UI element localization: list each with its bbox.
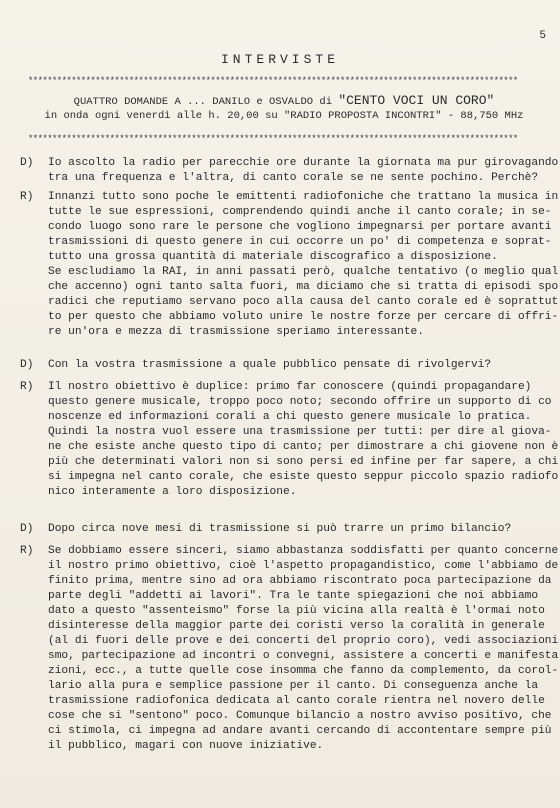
text-line: dato a questo "assenteismo" forse la più vicina alla realtà è l'ormai noto	[48, 605, 545, 617]
answer-3	[20, 544, 559, 754]
question-1	[20, 156, 559, 186]
text-line: Io ascolto la radio per parecchie ore durante la giornata ma pur girovagando	[48, 157, 559, 169]
text-line: Con la vostra trasmissione a quale pubblico pensate di rivolgervi?	[48, 359, 492, 371]
answer-label: R)	[20, 191, 34, 203]
text-line: radici che reputiamo servano poco alla causa del canto corale ed è soprattut	[48, 296, 559, 308]
text-line: disinteresse della maggior parte dei coristi verso la coralità in generale	[48, 620, 545, 632]
text-line: che accenno) ogni tanto salta fuori, ma diciamo che si tratta di episodi spo	[48, 281, 559, 293]
text-line: nico interamente a loro disposizione.	[48, 486, 297, 498]
text-line: Il nostro obiettivo è duplice: primo far conoscere (quindi propagandare)	[48, 381, 532, 393]
paragraph-text	[48, 156, 559, 186]
text-line: Quindi la nostra vuol essere una trasmissione per tutti: per dire al giova-	[48, 426, 552, 438]
header-intro: QUATTRO DOMANDE A ... DANILO e OSVALDO di	[73, 96, 339, 108]
question-3	[20, 522, 535, 537]
text-line: zioni, ecc., a tutte quelle cose insomma che fanno da complemento, da corol-	[48, 665, 559, 677]
paragraph-text	[48, 544, 559, 754]
paragraph-text	[48, 522, 535, 537]
page-title: INTERVISTE	[220, 52, 339, 67]
text-line: Se escludiamo la RAI, in anni passati però, qualche tentativo (o meglio qual	[48, 266, 559, 278]
answer-2	[20, 380, 559, 500]
paragraph-text	[48, 190, 559, 340]
question-label: D)	[20, 157, 34, 169]
text-line: lario alla pura e semplice passione per il canto. Di conseguenza anche la	[48, 680, 539, 692]
text-line: trasmissione radiofonica dedicata al canto corale rientra nel novero delle	[48, 695, 545, 707]
text-line: Innanzi tutto sono poche le emittenti radiofoniche che trattano la musica in	[48, 191, 559, 203]
text-line: ci stimola, ci impegna ad andare avanti cercando di accontentare sempre più	[48, 725, 552, 737]
header-line-1	[34, 94, 534, 109]
question-label: D)	[20, 359, 34, 371]
paragraph-text	[48, 358, 535, 373]
question-2	[20, 358, 535, 373]
text-line: si impegna nel canto corale, che esiste questo seppur piccolo spazio radiofo	[48, 471, 559, 483]
asterisk-rule-top: ******************************************************************************************************	[28, 76, 518, 86]
text-line: ne che esiste anche questo tipo di canto; per dimostrare a chi giovene non è	[48, 441, 559, 453]
question-label: D)	[20, 523, 34, 535]
answer-label: R)	[20, 545, 34, 557]
text-line: cose che si "sentono" poco. Comunque bilancio a nostro avviso positivo, che	[48, 710, 552, 722]
text-line: condo luogo sono rare le persone che vogliono impegnarsi per portare avanti	[48, 221, 552, 233]
paragraph-text	[48, 380, 559, 500]
text-line: to per questo che abbiamo voluto unire le nostre forze per cercare di offri-	[48, 311, 559, 323]
answer-label: R)	[20, 381, 34, 393]
text-line: parte degli "addetti ai lavori". Tra le tante spiegazioni che noi abbiamo	[48, 590, 539, 602]
text-line: più che determinati valori non si sono persi ed infine per far sapere, a chi	[48, 456, 559, 468]
text-line: noscenze ed informazioni corali a chi questo genere musicale lo pratica.	[48, 411, 532, 423]
text-line: smo, partecipazione ad incontri o convegni, assistere a concerti e manifesta	[48, 650, 559, 662]
text-line: tra una frequenza e l'altra, di canto corale se ne sente pochino. Perchè?	[48, 172, 539, 184]
asterisk-rule-bottom: ******************************************************************************************************	[28, 134, 518, 144]
program-name: "CENTO VOCI UN CORO"	[338, 93, 495, 108]
text-line: finito prima, mentre sino ad ora abbiamo riscontrato poca partecipazione da	[48, 575, 552, 587]
text-line: tutte le sue espressioni, comprendendo quindi anche il canto corale; in se-	[48, 206, 552, 218]
text-line: Dopo circa nove mesi di trasmissione si può trarre un primo bilancio?	[48, 523, 512, 535]
header-line-2: in onda ogni venerdì alle h. 20,00 su "RADIO PROPOSTA INCONTRI" - 88,750 MHz	[44, 110, 524, 122]
page-number: 5	[539, 30, 546, 42]
text-line: il nostro primo obiettivo, cioè l'aspetto propagandistico, come l'abbiamo de	[48, 560, 559, 572]
text-line: (al di fuori delle prove e dei concerti del proprio coro), vedi associazioni	[48, 635, 559, 647]
text-line: questo genere musicale, troppo poco noto; secondo offrire un supporto di co	[48, 396, 552, 408]
text-line: tutto una grossa quantità di materiale discografico a disposizione.	[48, 251, 498, 263]
text-line: re un'ora e mezza di trasmissione speriamo interessante.	[48, 326, 424, 338]
text-line: Se dobbiamo essere sinceri, siamo abbastanza soddisfatti per quanto concerne	[48, 545, 559, 557]
text-line: il pubblico, magari con nuove iniziative.	[48, 740, 324, 752]
interview-header	[34, 94, 534, 123]
text-line: trasmissioni di questo genere in cui occorre un po' di competenza e soprat-	[48, 236, 552, 248]
answer-1	[20, 190, 559, 340]
